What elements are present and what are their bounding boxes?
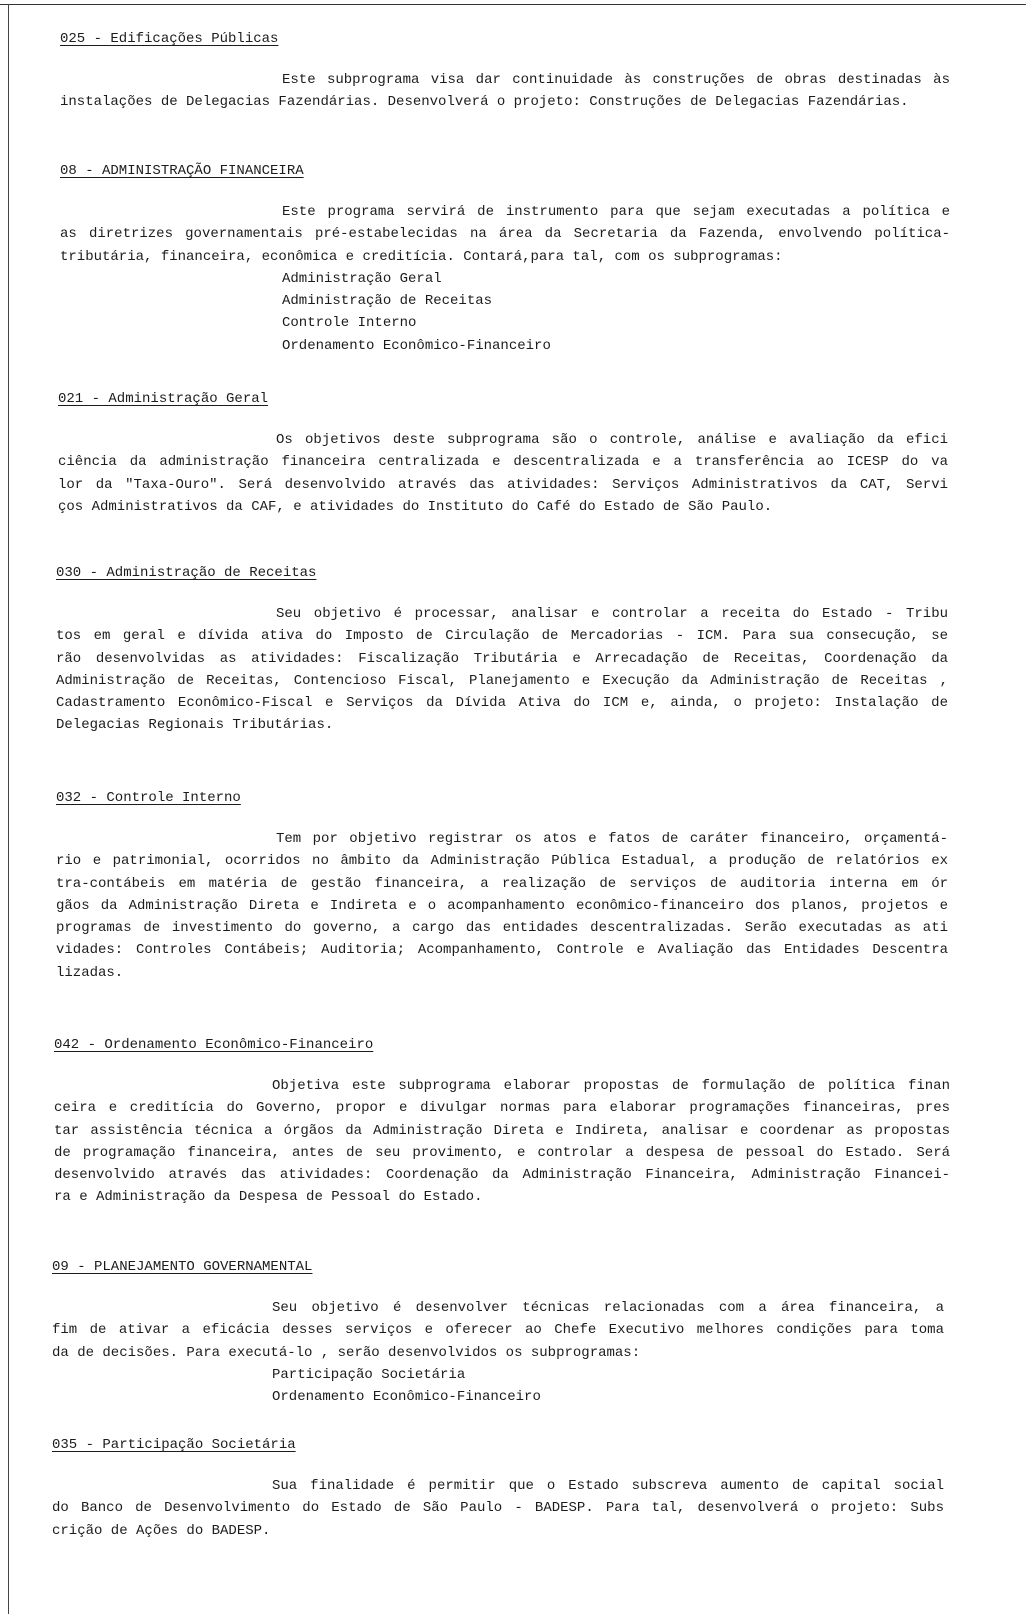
paragraph-line: de programação financeira, antes de seu provimento, e controlar a despesa de pessoal do Estado. Será — [54, 1144, 950, 1161]
page-left-border — [8, 4, 9, 1614]
paragraph-line: da de decisões. Para executá-lo , serão desenvolvidos os subprogramas: — [52, 1344, 641, 1361]
paragraph-line: as diretrizes governamentais pré-estabelecidas na área da Secretaria da Fazenda, envolvendo política- — [60, 226, 950, 243]
subprogram-list-item: Controle Interno — [282, 315, 417, 332]
paragraph-line: Administração de Receitas, Contencioso Fiscal, Planejamento e Execução da Administração de Receitas , — [56, 672, 948, 689]
paragraph-line: tos em geral e dívida ativa do Imposto de Circulação de Mercadorias - ICM. Para sua consecução, se — [56, 628, 948, 645]
page-top-border — [0, 4, 1026, 5]
section-paragraph — [56, 603, 948, 737]
paragraph-line: instalações de Delegacias Fazendárias. Desenvolverá o projeto: Construções de Delegacias Fazendárias. — [60, 94, 909, 111]
paragraph-line: desenvolvido através das atividades: Coordenação da Administração Financeira, Administração Financei- — [54, 1167, 950, 1184]
paragraph-line: ceira e creditícia do Governo, propor e divulgar normas para elaborar programações financeiras, pres — [54, 1100, 950, 1117]
section-heading: 025 - Edificações Públicas — [60, 31, 279, 47]
paragraph-line: ços Administrativos da CAF, e atividades do Instituto do Café do Estado de São Paulo. — [58, 498, 773, 515]
paragraph-line: tra-contábeis em matéria de gestão financeira, a realização de serviços de auditoria interna em ór — [56, 875, 948, 892]
section-heading: 08 - ADMINISTRAÇÃO FINANCEIRA — [60, 163, 304, 179]
section-heading: 032 - Controle Interno — [56, 790, 241, 806]
paragraph-line: Seu objetivo é processar, analisar e controlar a receita do Estado - Tribu — [276, 606, 948, 622]
section-paragraph — [54, 1075, 950, 1209]
paragraph-line: tributária, financeira, econômica e creditícia. Contará,para tal, com os subprogramas: — [60, 248, 783, 265]
subprogram-list-item: Administração de Receitas — [282, 293, 493, 310]
paragraph-line: Objetiva este subprograma elaborar propostas de formulação de política finan — [272, 1078, 950, 1094]
paragraph-line: Este programa servirá de instrumento para que sejam executadas a política e — [282, 204, 950, 220]
paragraph-line: Delegacias Regionais Tributárias. — [56, 717, 334, 734]
paragraph-line: do Banco de Desenvolvimento do Estado de São Paulo - BADESP. Para tal, desenvolverá o projeto: Subs — [52, 1500, 944, 1517]
section-paragraph — [60, 201, 950, 357]
paragraph-line: Sua finalidade é permitir que o Estado subscreva aumento de capital social — [272, 1478, 944, 1494]
paragraph-line: Os objetivos deste subprograma são o controle, análise e avaliação da efici — [276, 432, 948, 448]
paragraph-line: ciência da administração financeira centralizada e descentralizada e a transferência ao ICESP do va — [58, 454, 948, 471]
section-heading: 042 - Ordenamento Econômico-Financeiro — [54, 1037, 374, 1053]
section — [52, 1437, 944, 1542]
subprogram-list-item: Participação Societária — [272, 1366, 466, 1383]
section-paragraph — [52, 1475, 944, 1542]
paragraph-line: ra e Administração da Despesa de Pessoal do Estado. — [54, 1189, 483, 1206]
section — [56, 790, 948, 984]
paragraph-line: vidades: Controles Contábeis; Auditoria; Acompanhamento, Controle e Avaliação das Entidades Descentra — [56, 942, 948, 959]
paragraph-line: rio e patrimonial, ocorridos no âmbito da Administração Pública Estadual, a produção de relatórios ex — [56, 853, 948, 870]
section — [58, 391, 948, 518]
section — [56, 565, 948, 737]
paragraph-line: Cadastramento Econômico-Fiscal e Serviços da Dívida Ativa do ICM e, ainda, o projeto: Instalação de — [56, 695, 948, 712]
paragraph-line: fim de ativar a eficácia desses serviços e oferecer ao Chefe Executivo melhores condições para toma — [52, 1322, 944, 1339]
section-paragraph — [52, 1297, 944, 1408]
paragraph-line: gãos da Administração Direta e Indireta e o acompanhamento econômico-financeiro dos planos, projetos e — [56, 897, 948, 914]
paragraph-line: lor da "Taxa-Ouro". Será desenvolvido através das atividades: Serviços Administrativos da CAT, Servi — [58, 476, 948, 493]
section-heading: 021 - Administração Geral — [58, 391, 269, 407]
subprogram-list-item: Ordenamento Econômico-Financeiro — [272, 1389, 541, 1406]
paragraph-line: lizadas. — [56, 964, 124, 981]
paragraph-line: Tem por objetivo registrar os atos e fatos de caráter financeiro, orçamentá- — [276, 831, 948, 847]
subprogram-list-item: Ordenamento Econômico-Financeiro — [282, 337, 551, 354]
section — [60, 31, 950, 114]
section-paragraph — [56, 828, 948, 984]
section-heading: 030 - Administração de Receitas — [56, 565, 317, 581]
paragraph-line: Este subprograma visa dar continuidade às construções de obras destinadas às — [282, 72, 950, 88]
paragraph-line: rão desenvolvidas as atividades: Fiscalização Tributária e Arrecadação de Receitas, Coordenação da — [56, 650, 948, 667]
paragraph-line: crição de Ações do BADESP. — [52, 1522, 271, 1539]
section-paragraph — [58, 429, 948, 518]
subprogram-list-item: Administração Geral — [282, 270, 442, 287]
section — [54, 1037, 950, 1209]
paragraph-line: programas de investimento do governo, a cargo das entidades descentralizadas. Serão executadas as ati — [56, 920, 948, 937]
paragraph-line: tar assistência técnica a órgãos da Administração Direta e Indireta, analisar e coordenar as propostas — [54, 1122, 950, 1139]
section — [52, 1259, 944, 1408]
section-heading: 09 - PLANEJAMENTO GOVERNAMENTAL — [52, 1259, 313, 1275]
paragraph-line: Seu objetivo é desenvolver técnicas relacionadas com a área financeira, a — [272, 1300, 944, 1316]
section — [60, 163, 950, 357]
section-paragraph — [60, 69, 950, 114]
section-heading: 035 - Participação Societária — [52, 1437, 296, 1453]
